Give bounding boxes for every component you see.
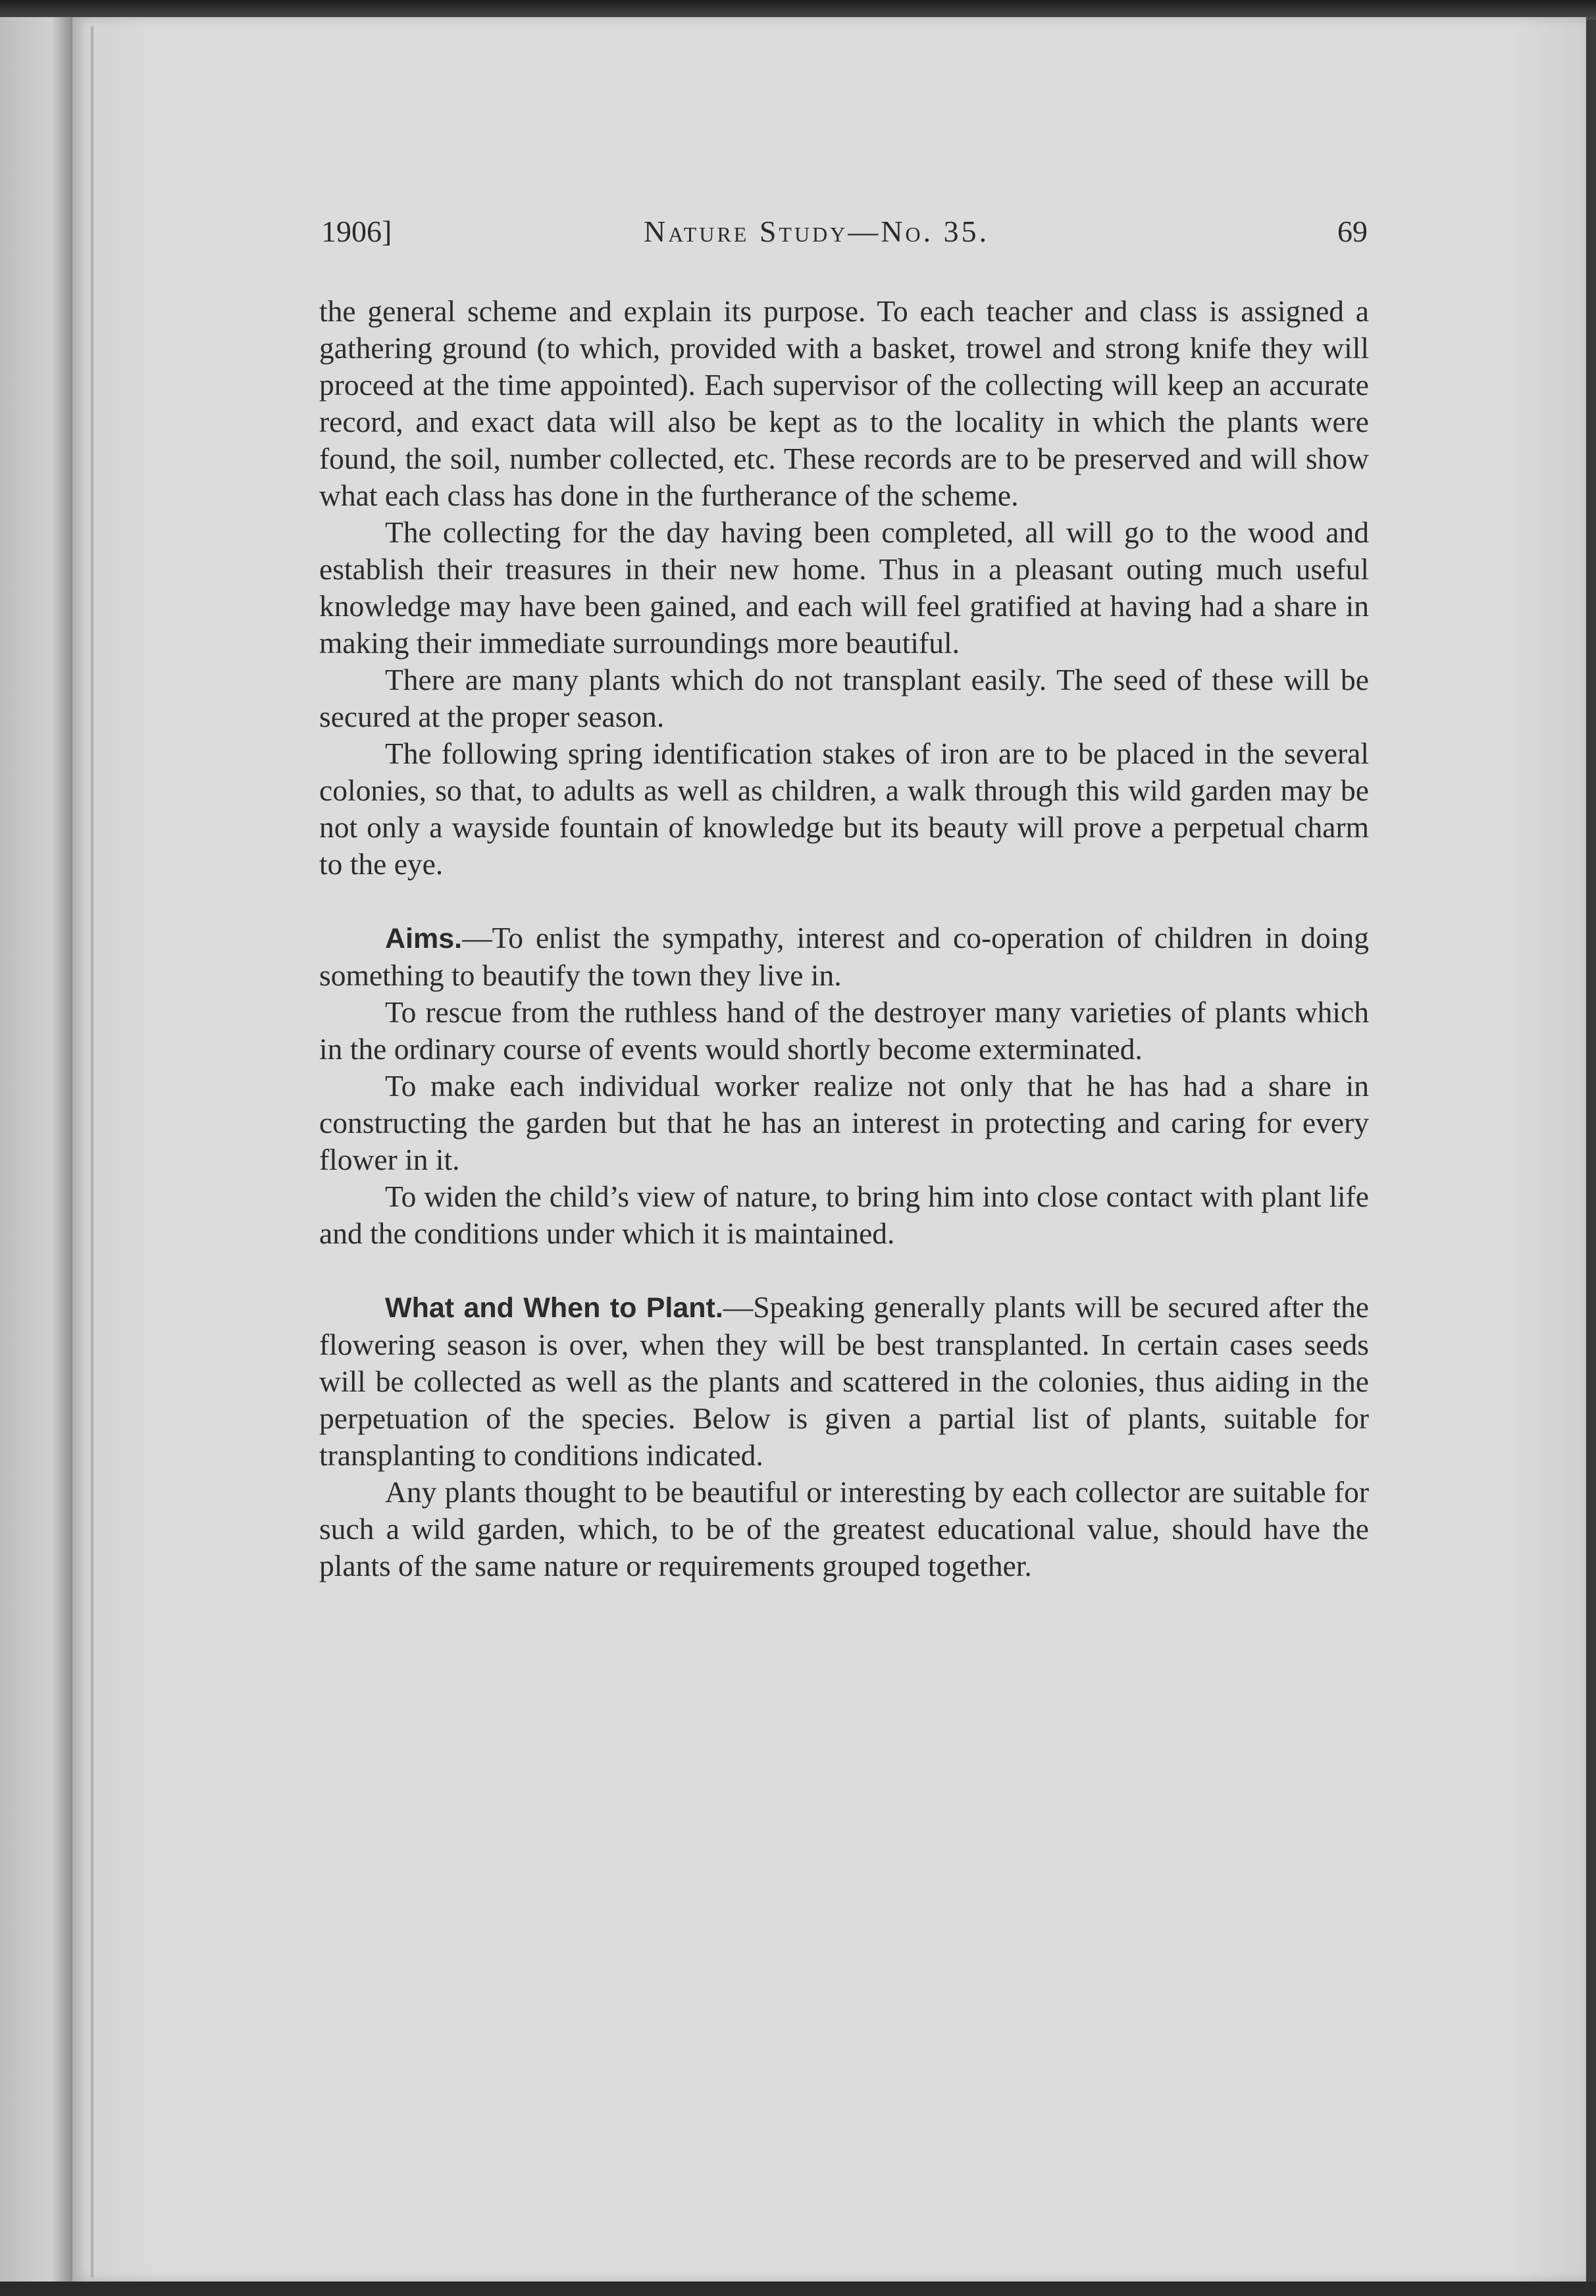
what-when-paragraph [319,1289,1369,1474]
page-number: 69 [1337,215,1368,248]
running-head-year: 1906] [321,215,392,248]
paragraph: To make each individual worker realize not only that he has had a share in constructing the garden but that he has an interest in protecting and caring for every flower in it. [319,1069,1369,1176]
scan-bottom-border [0,2282,1596,2296]
what-when-lead-text: —Speaking generally plants will be secured after the flowering season is over, when they will be best transplanted. In certain cases seeds will be collected as well as the plants and scattered in the colonies, thus aiding in the perpetuation of the species. Below is given a partial list of plants, suitable for transplanting to conditions indicated. [319,1290,1369,1472]
paragraph: the general scheme and explain its purpose. To each teacher and class is assigned a gathering ground (to which, provided with a basket, trowel and strong knife they will proceed at the time appointed). Each supervisor of the collecting will keep an accurate record, and exact data will also be kept as to the locality in which the plants were found, the soil, number collected, etc. These records are to be preserved and will show what each class has done in the furtherance of the scheme. [319,294,1369,512]
paragraph: Any plants thought to be beautiful or interesting by each collector are suitable for such a wild garden, which, to be of the greatest educational value, should have the plants of the same nature or requirements grouped together. [319,1475,1369,1582]
aims-paragraph [319,920,1369,994]
paragraph: The collecting for the day having been completed, all will go to the wood and establish their treasures in their new home. Thus in a pleasant outing much useful knowledge may have been gained, and each will feel gratified at having had a share in making their immediate surroundings more beautiful. [319,515,1369,660]
paragraph: There are many plants which do not transplant easily. The seed of these will be secured at the proper season. [319,663,1369,733]
adjacent-page-edge [0,17,74,2282]
paragraph: The following spring identification stakes of iron are to be placed in the several colonies, so that, to adults as well as children, a walk through this wild garden may be not only a wayside fountain of knowledge but its beauty will prove a perpetual charm to the eye. [319,737,1369,881]
section-heading-aims: Aims. [385,923,463,954]
body-text [319,293,1369,1584]
section-heading-what-when: What and When to Plant. [385,1292,723,1324]
paragraph: To rescue from the ruthless hand of the destroyer many varieties of plants which in the ordinary course of events would shortly become exterminated. [319,995,1369,1066]
paragraph: To widen the child’s view of nature, to bring him into close contact with plant life and the conditions under which it is maintained. [319,1180,1369,1250]
running-head-title: Nature Study—No. 35. [644,215,990,248]
page-gutter-line [91,26,93,2278]
aims-lead-text: —To enlist the sympathy, interest and co-operation of children in doing something to beautify the town they live in. [319,921,1369,992]
running-head [321,214,1368,260]
